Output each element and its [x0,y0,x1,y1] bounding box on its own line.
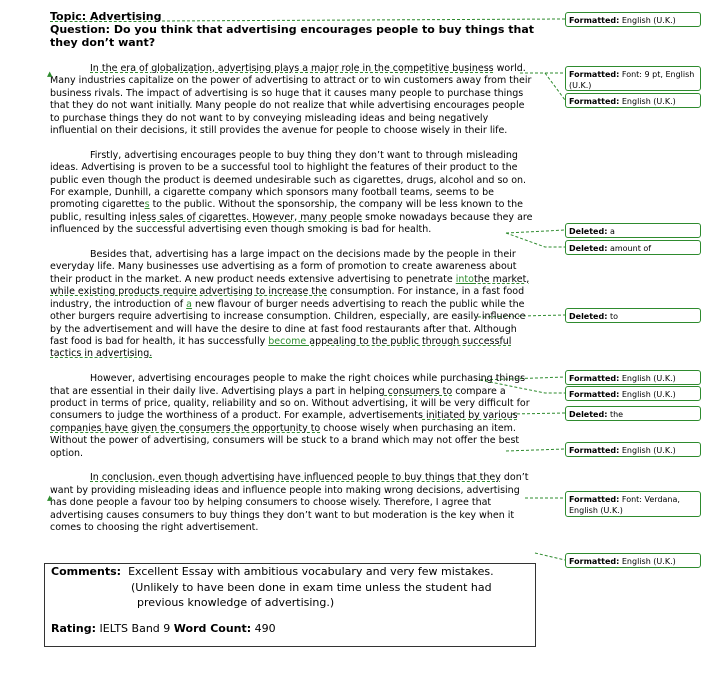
paragraph-text: compare a product in terms of price, quality, reliability and so on. Without advertising, it will be very difficult for consumers to judge the worthiness of a product. For example, advertisements [50,385,530,422]
question-heading: Question: Do you think that advertising encourages people to buy things that they don’t want? [50,23,535,49]
tracked-text: consumers to [384,385,453,397]
comments-label: Comments: [51,565,122,578]
topic-heading: Topic: Advertising [50,10,162,23]
tracked-text: In the era of globalization, advertising plays a major role in the competitive business [90,63,494,74]
paragraph-text: choose wisely when purchasing an item. Without the power of advertising, consumers will be stuck to a brand which may not offer the best option. [50,422,520,459]
paragraph-text: consumption. For instance, in a fast food industry, the introduction of [50,286,525,310]
tracked-text: appealing to the public through successful tactics in advertising. [50,335,512,360]
tracked-text: initiated by various companies have given the consumers the opportunity to [50,410,518,434]
rating-value: IELTS Band 9 [99,621,171,635]
revision-balloon[interactable]: Formatted: English (U.K.) [565,93,701,108]
paragraph-text: Firstly, advertising encourages people to buy thing they don’t want to through misleading ideas. Advertising is proven to be a successful tool to highlight the features of their product to the public even though the product is deemed undesirable such as cigarettes, drugs, alcohol and so on. For example, Dunhill, a cigarette company which sponsors many football teams, seems to be promoting cigarette [50,149,527,211]
paragraph-text: new flavour of burger needs advertising to reach the public while the other burgers require advertising to increase consumption. Children, especially, are easily influence by the advertisement and will have the desire to dine at fast food restaurants after that. Although fast food is bad for health, it has successfully [50,298,526,347]
comments-text: Excellent Essay with ambitious vocabulary and very few mistakes. [128,565,494,578]
revision-balloon[interactable]: Deleted: the [565,406,701,421]
paragraph-body-2 [50,249,536,361]
paragraph-text: smoke nowadays because they are influenced by the successful advertising even though smoking is bad for health. [50,211,533,236]
revision-balloon[interactable]: Deleted: amount of [565,240,701,255]
revision-balloon[interactable]: Formatted: English (U.K.) [565,370,701,385]
comments-text: previous knowledge of advertising.) [137,596,335,609]
paragraph-body-3 [50,373,536,460]
revision-balloon[interactable]: Formatted: English (U.K.) [565,442,701,457]
paragraph-text: world. Many industries capitalize on the power of advertising to attract or to win customers away from their business rivals. The impact of advertising is so huge that it causes many people to purchase things that they do not want initially. Many people do not realize that while advertising encourages people to purchase things they do not want to by conveying misleading ideas and being negatively influential on their decisions, it still provides the avenue for people to choose wisely in their life. [50,63,532,137]
revision-balloon[interactable]: Deleted: to [565,308,701,323]
comments-line [51,564,529,580]
inserted-text: become [268,335,307,347]
change-marker-icon: ▲ [47,494,53,502]
rating-label: Rating: [51,621,97,635]
paragraph-conclusion [50,472,536,534]
paragraph-text: don’t want by providing misleading ideas and influence people into making wrong decisions, advertising has done people a favour too by helping consumers to choose wisely. Therefore, I agree that advertising causes consumers to buy things they don’t want to but moderation is the key when it comes to choosing the right advertisement. [50,472,529,533]
revision-balloon[interactable]: Deleted: a [565,223,701,238]
inserted-text: s [144,199,150,211]
paragraph-body-1 [50,150,536,237]
rating-line [51,621,529,637]
essay-document [50,10,536,547]
change-marker-icon: ▲ [47,70,53,78]
paragraph-text: Besides that, advertising has a large impact on the decisions made by the people in their everyday life. Many businesses use advertising as a form of promotion to create awareness about their product in the market. A new product needs extensive advertising to penetrate [50,249,517,285]
tracked-text: the market, while existing products require advertising to increase the [50,273,530,298]
revision-balloon[interactable]: Formatted: Font: Verdana, English (U.K.) [565,491,701,517]
revision-balloon[interactable]: Formatted: English (U.K.) [565,386,701,401]
paragraph-text: However, advertising encourages people to make the right choices while purchasing things that are essential in their daily live. Advertising plays a part in helping [50,373,526,397]
tracked-text: less sales of cigarettes. However, many people [137,211,363,223]
comments-box [44,563,536,647]
revision-balloon[interactable]: Formatted: Font: 9 pt, English (U.K.) [565,66,701,91]
inserted-text: into [455,273,474,285]
revision-balloon[interactable]: Formatted: English (U.K.) [565,553,701,568]
word-count-label: Word Count: [173,621,252,635]
paragraph-text: to the public. Without the sponsorship, the company will be less known to the public, resulting in [50,199,523,223]
tracked-text: In conclusion, even though advertising have influenced people to buy things that they [90,472,501,484]
revision-balloon[interactable]: Formatted: English (U.K.) [565,12,701,27]
paragraph-intro [50,63,536,137]
word-count-value: 490 [254,621,276,635]
inserted-text: a [186,298,192,310]
comments-text: (Unlikely to have been done in exam time unless the student had [131,580,492,594]
